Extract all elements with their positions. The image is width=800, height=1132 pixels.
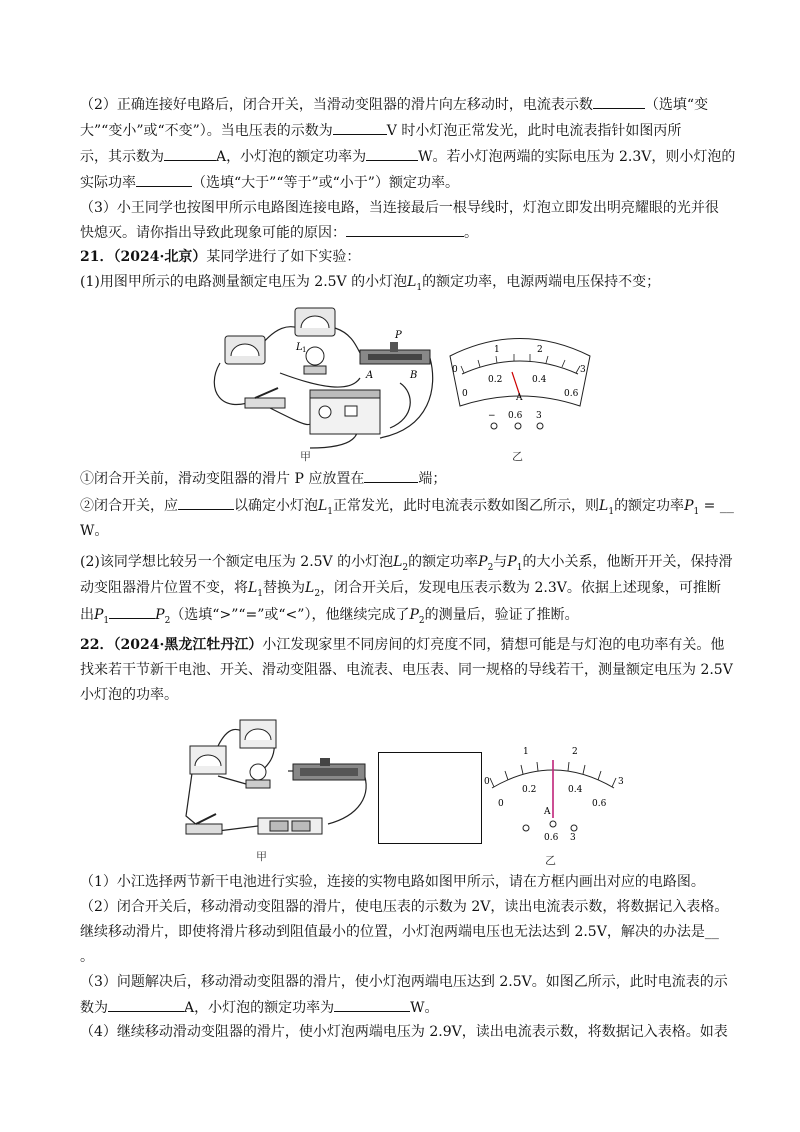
subscript: 2 <box>487 562 494 573</box>
subscript: 1 <box>693 506 700 517</box>
terminal-label: 0.6 <box>508 411 523 421</box>
symbol: P <box>478 554 488 570</box>
symbol: L <box>248 580 258 596</box>
answer-blank[interactable] <box>136 172 192 187</box>
text: 小江发现家里不同房间的灯亮度不同，猜想可能是与灯泡的电功率有关。他 <box>262 637 725 653</box>
tick-label: 1 <box>523 747 529 757</box>
answer-blank[interactable] <box>593 94 645 109</box>
q22-intro-line3 <box>80 685 730 705</box>
text: 动变阻器滑片位置不变，将 <box>80 580 248 596</box>
tick-label: 3 <box>580 365 586 375</box>
q21-part2-line1 <box>80 552 733 578</box>
symbol: L <box>407 274 417 290</box>
q22-part2-line3 <box>80 947 730 967</box>
tick-label: 0.6 <box>592 799 607 809</box>
symbol: L <box>599 498 609 514</box>
text: (2)该同学想比较另一个额定电压为 2.5V 的小灯泡 <box>80 554 394 570</box>
tick-label: 0 <box>462 389 468 399</box>
terminal-label: − <box>488 411 496 421</box>
answer-blank[interactable] <box>366 146 418 161</box>
q21-step1 <box>80 468 730 489</box>
subscript: 1 <box>416 282 423 293</box>
symbol: P <box>94 607 104 623</box>
text: （选填“变 <box>644 97 709 113</box>
text: （3）小王同学也按图甲所示电路图连接电路，当连接最后一根导线时，灯泡立即发出明亮耀眼的光并很 <box>80 200 719 216</box>
q20-part2-line2 <box>80 120 730 141</box>
text: （2）正确连接好电路后，闭合开关，当滑动变阻器的滑片向左移动时，电流表示数 <box>80 97 593 113</box>
q21-step2 <box>80 495 734 522</box>
q21-part2-line3 <box>80 604 730 631</box>
label-B: B <box>410 370 418 381</box>
text: 的额定功率，电源两端电压保持不变； <box>422 274 661 290</box>
subscript: 1 <box>516 562 523 573</box>
answer-blank[interactable] <box>346 222 464 237</box>
q20-part3-line1 <box>80 198 730 218</box>
q22-part4 <box>80 1022 730 1042</box>
q22-part1 <box>80 872 730 892</box>
q22-part3-line1 <box>80 972 730 992</box>
q21-part1-line1 <box>80 272 730 298</box>
voltmeter-icon <box>295 308 335 336</box>
q21-heading <box>80 247 730 267</box>
label-L1: L <box>296 342 303 353</box>
answer-blank[interactable] <box>334 997 410 1012</box>
q20-part2-line1 <box>80 94 730 115</box>
text: 实际功率 <box>80 175 136 191</box>
text: 。 <box>80 949 94 965</box>
answer-blank[interactable] <box>178 495 234 510</box>
figure-caption: 乙 <box>545 854 556 867</box>
tick-label: 0.2 <box>522 785 537 795</box>
terminal-icon <box>515 423 521 429</box>
tick-label: 0.6 <box>564 389 579 399</box>
terminal-icon <box>550 821 556 827</box>
subscript: 1 <box>257 588 264 599</box>
text: 小灯泡的功率。 <box>80 687 178 703</box>
q22-part2-line2 <box>80 922 730 942</box>
text: 。 <box>464 225 478 241</box>
question-number: 22．（2024·黑龙江牡丹江） <box>80 637 263 653</box>
text: （选填“>”“=”或“<”），他继续完成了 <box>170 607 410 623</box>
subscript: 1 <box>103 615 110 626</box>
text: 替换为 <box>263 580 306 596</box>
text: （1）小江选择两节新干电池进行实验，连接的实物电路如图甲所示，请在方框内画出对应的电路图。 <box>80 874 705 890</box>
symbol: P <box>155 607 165 623</box>
battery-icon <box>258 818 322 834</box>
text: 数为 <box>80 1000 108 1016</box>
voltmeter-icon <box>190 746 226 774</box>
terminal-icon <box>537 423 543 429</box>
tick-label: 0.4 <box>532 375 547 385</box>
text: A，小灯泡的额定功率为 <box>184 1000 335 1016</box>
text: 的额定功率 <box>614 498 685 514</box>
figure-caption: 乙 <box>512 450 523 463</box>
text: （选填“大于”“等于”或“小于”）额定功率。 <box>192 175 459 191</box>
tick-label: 0 <box>452 365 458 375</box>
lamp-icon <box>246 764 270 788</box>
lamp-icon <box>295 342 326 374</box>
tick-label: 1 <box>494 345 500 355</box>
subscript: 2 <box>402 562 409 573</box>
rheostat-icon <box>360 330 430 381</box>
answer-blank[interactable] <box>108 997 184 1012</box>
text: ①闭合开关前，滑动变阻器的滑片 P 应放置在 <box>80 471 365 487</box>
q20-part3-line2 <box>80 222 730 243</box>
symbol: P <box>409 607 419 623</box>
power-supply-icon <box>310 390 380 434</box>
ammeter-icon <box>240 720 276 748</box>
label-L1-sub: 1 <box>302 346 307 354</box>
answer-blank[interactable] <box>333 120 387 135</box>
q22-part3-line2 <box>80 997 730 1018</box>
terminal-icon <box>571 825 577 831</box>
text: 端； <box>418 471 447 487</box>
ammeter-icon <box>225 336 265 364</box>
terminal-label: 3 <box>570 833 576 843</box>
text: （3）问题解决后，移动滑动变阻器的滑片，使小灯泡两端电压达到 2.5V。如图乙所示，此时电流表的示 <box>80 974 728 990</box>
text: W。 <box>80 523 109 539</box>
unit-label: A <box>544 807 551 817</box>
text: （4）继续移动滑动变阻器的滑片，使小灯泡两端电压为 2.9V，读出电流表示数，将数据记入表格。如表 <box>80 1024 728 1040</box>
subscript: 2 <box>418 615 425 626</box>
answer-blank[interactable] <box>364 468 418 483</box>
terminal-icon <box>491 423 497 429</box>
subscript: 2 <box>314 588 321 599</box>
q21-ammeter-dial <box>440 326 600 442</box>
label-P: P <box>395 330 402 341</box>
q22-intro-line2 <box>80 660 733 680</box>
text: W。 <box>410 1000 439 1016</box>
text: W。若小灯泡两端的实际电压为 2.3V，则小灯泡的 <box>418 149 736 165</box>
terminal-icon <box>523 825 529 831</box>
text: 大”“变小”或“不变”）。当电压表的示数为 <box>80 123 333 139</box>
symbol: P <box>684 498 694 514</box>
q21-step2-tail <box>80 521 730 541</box>
figure-caption: 甲 <box>300 450 311 463</box>
rheostat-icon <box>293 758 365 780</box>
figure-caption: 甲 <box>256 850 267 863</box>
q21-circuit-figure <box>200 298 440 458</box>
q22-intro-line1 <box>80 635 730 655</box>
q22-circuit-figure <box>178 716 372 842</box>
subscript: 1 <box>327 506 334 517</box>
text: 的额定功率 <box>408 554 479 570</box>
tick-label: 2 <box>572 747 578 757</box>
symbol: L <box>393 554 403 570</box>
text: 出 <box>80 607 94 623</box>
symbol: L <box>318 498 328 514</box>
terminal-label: 0.6 <box>544 833 559 843</box>
text: 的测量后，验证了推断。 <box>424 607 579 623</box>
text: 正常发光，此时电流表示数如图乙所示，则 <box>333 498 600 514</box>
switch-icon <box>245 388 285 408</box>
text: 与 <box>493 554 508 570</box>
unit-label: A <box>516 393 523 403</box>
text: ，闭合开关后，发现电压表示数为 2.3V。依据上述现象，可推断 <box>320 580 721 596</box>
answer-blank[interactable] <box>109 604 155 619</box>
text: 快熄灭。请你指出导致此现象可能的原因： <box>80 225 346 241</box>
text: 找来若干节新干电池、开关、滑动变阻器、电流表、电压表、同一规格的导线若干，测量额定电压为 2.5V <box>80 662 733 678</box>
text: A，小灯泡的额定功率为 <box>216 149 367 165</box>
tick-label: 0.2 <box>488 375 503 385</box>
symbol: P <box>507 554 517 570</box>
circuit-drawing-box[interactable] <box>378 752 482 844</box>
q20-part2-line4 <box>80 172 730 193</box>
text: ②闭合开关，应 <box>80 498 178 514</box>
text: （2）闭合开关后，移动滑动变阻器的滑片，使电压表的示数为 2V，读出电流表示数，将数据记入表格。 <box>80 899 729 915</box>
tick-label: 2 <box>537 345 543 355</box>
terminal-label: 3 <box>536 411 542 421</box>
tick-label: 0.4 <box>568 785 583 795</box>
question-number: 21．（2024·北京） <box>80 249 207 265</box>
text: = __ <box>699 498 734 514</box>
switch-icon <box>186 814 222 834</box>
text: 以确定小灯泡 <box>234 498 318 514</box>
q20-part2-line3 <box>80 146 736 167</box>
tick-label: 0 <box>484 777 490 787</box>
symbol: L <box>305 580 315 596</box>
subscript: 1 <box>608 506 615 517</box>
label-A: A <box>366 370 374 381</box>
q22-part2-line1 <box>80 897 730 917</box>
tick-label: 3 <box>618 777 624 787</box>
q22-ammeter-dial <box>478 740 628 852</box>
text: V 时小灯泡正常发光，此时电流表指针如图丙所 <box>386 123 682 139</box>
text: (1)用图甲所示的电路测量额定电压为 2.5V 的小灯泡 <box>80 274 408 290</box>
text: 的大小关系，他断开开关，保持滑 <box>522 554 733 570</box>
text: 继续移动滑片，即使将滑片移动到阻值最小的位置，小灯泡两端电压也无法达到 2.5V，解决的办法是__ <box>80 924 719 940</box>
text: 示，其示数为 <box>80 149 164 165</box>
answer-blank[interactable] <box>164 146 216 161</box>
tick-label: 0 <box>498 799 504 809</box>
subscript: 2 <box>164 615 171 626</box>
q21-part2-line2 <box>80 578 730 604</box>
text: 某同学进行了如下实验： <box>206 249 361 265</box>
